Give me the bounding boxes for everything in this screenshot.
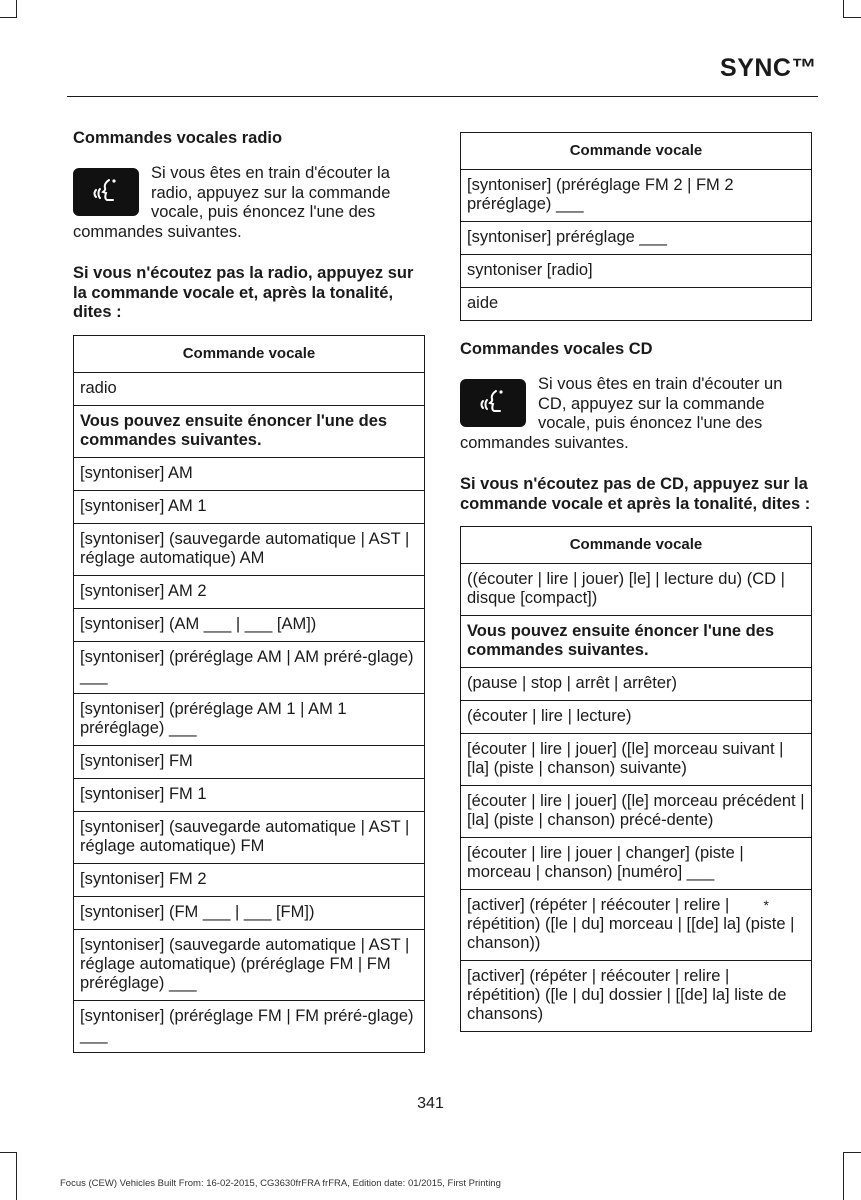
table-row (461, 961, 812, 1032)
table-row (74, 405, 425, 457)
page-header-title: SYNC™ (720, 54, 817, 82)
table-cell: radio (74, 372, 425, 405)
table-cell-note: Vous pouvez ensuite énoncer l'une des commandes suivantes. (461, 616, 812, 668)
footer-text: Focus (CEW) Vehicles Built From: 16-02-2015, CG3630frFRA frFRA, Edition date: 01/2015, First Printing (60, 1178, 501, 1189)
table-row (461, 734, 812, 786)
cd-intro-text: Si vous êtes en train d'écouter un CD, appuyez sur la commande vocale, puis énoncez l'une des commandes suivantes. (460, 375, 783, 452)
table-row (74, 896, 425, 929)
crop-mark-top-right-vertical (843, 0, 844, 18)
table-cell: syntoniser [radio] (461, 255, 812, 288)
crop-mark-top-left-horizontal (0, 17, 17, 18)
table-cell: [syntoniser] (préréglage FM 2 | FM 2 préréglage) ___ (461, 170, 812, 222)
table-row (74, 745, 425, 778)
table-cell: [syntoniser] FM 1 (74, 778, 425, 811)
crop-mark-bottom-right-horizontal (843, 1152, 861, 1153)
table-cell: [écouter | lire | jouer] ([le] morceau suivant | [la] (piste | chanson) suivante) (461, 734, 812, 786)
crop-mark-bottom-left-vertical (16, 1152, 17, 1200)
table-cell-text: [activer] (répéter | réécouter | relire | répétition) ([le | du] morceau | [[de] la] (piste | chanson)) (467, 896, 795, 952)
table-cell: [syntoniser] (FM ___ | ___ [FM]) (74, 896, 425, 929)
table-row (74, 863, 425, 896)
table-cell (461, 890, 812, 961)
table-row (74, 1000, 425, 1052)
cd-instruction: Si vous n'écoutez pas de CD, appuyez sur la commande vocale et après la tonalité, dites : (460, 475, 811, 513)
cd-section-title: Commandes vocales CD (460, 340, 653, 358)
table-cell: [syntoniser] FM (74, 745, 425, 778)
table-cell: (pause | stop | arrêt | arrêter) (461, 668, 812, 701)
table-cell: (écouter | lire | lecture) (461, 701, 812, 734)
voice-command-icon (73, 168, 139, 216)
radio-instruction: Si vous n'écoutez pas la radio, appuyez sur la commande vocale et, après la tonalité, dites : (73, 264, 414, 321)
table-cell: [syntoniser] AM 1 (74, 490, 425, 523)
table-header: Commande vocale (461, 133, 812, 170)
table-row (74, 811, 425, 863)
page-number: 341 (417, 1095, 444, 1112)
table-row (74, 778, 425, 811)
table-header: Commande vocale (461, 527, 812, 564)
table-row (74, 608, 425, 641)
table-row (461, 288, 812, 321)
table-row (74, 929, 425, 1000)
table-row (461, 616, 812, 668)
table-cell: [syntoniser] préréglage ___ (461, 222, 812, 255)
table-row (461, 890, 812, 961)
table-row (74, 641, 425, 693)
radio-intro-text: Si vous êtes en train d'écouter la radio, appuyez sur la commande vocale, puis énoncez l'une des commandes suivantes. (73, 164, 391, 241)
table-cell: [activer] (répéter | réécouter | relire | répétition) ([le | du] dossier | [[de] la] liste de chansons) (461, 961, 812, 1032)
table-cell: [syntoniser] (sauvegarde automatique | AST | réglage automatique) FM (74, 811, 425, 863)
table-cell: [syntoniser] (préréglage AM 1 | AM 1 préréglage) ___ (74, 693, 425, 745)
table-cell: [syntoniser] (sauvegarde automatique | AST | réglage automatique) AM (74, 523, 425, 575)
table-cell: [écouter | lire | jouer] ([le] morceau précédent | [la] (piste | chanson) précé-dente) (461, 786, 812, 838)
table-row (74, 372, 425, 405)
table-cell: [syntoniser] (préréglage FM | FM préré-glage) ___ (74, 1000, 425, 1052)
footnote-marker: * (763, 897, 769, 913)
table-row (461, 564, 812, 616)
voice-command-icon (460, 379, 526, 427)
table-row (74, 490, 425, 523)
right-column (460, 132, 812, 1032)
crop-mark-bottom-left-horizontal (0, 1152, 17, 1153)
header-divider (67, 96, 818, 97)
table-row (74, 457, 425, 490)
radio-intro (73, 164, 425, 242)
table-row (74, 693, 425, 745)
table-row (461, 255, 812, 288)
table-cell: aide (461, 288, 812, 321)
table-row (461, 668, 812, 701)
table-cell-note: Vous pouvez ensuite énoncer l'une des commandes suivantes. (74, 405, 425, 457)
table-cell: ((écouter | lire | jouer) [le] | lecture du) (CD | disque [compact]) (461, 564, 812, 616)
table-row (461, 701, 812, 734)
radio-commands-table-continued (460, 132, 812, 321)
crop-mark-top-left-vertical (16, 0, 17, 18)
crop-mark-top-right-horizontal (843, 17, 861, 18)
table-cell: [syntoniser] (AM ___ | ___ [AM]) (74, 608, 425, 641)
table-row (461, 838, 812, 890)
table-cell: [syntoniser] (préréglage AM | AM préré-glage) ___ (74, 641, 425, 693)
table-cell: [syntoniser] AM (74, 457, 425, 490)
table-header: Commande vocale (74, 335, 425, 372)
radio-section-title: Commandes vocales radio (73, 129, 283, 147)
cd-intro (460, 375, 812, 453)
table-row (74, 523, 425, 575)
left-column (73, 128, 425, 1053)
table-row (74, 575, 425, 608)
table-row (461, 222, 812, 255)
cd-commands-table (460, 526, 812, 1032)
table-row (461, 786, 812, 838)
table-cell: [syntoniser] FM 2 (74, 863, 425, 896)
table-cell: [écouter | lire | jouer | changer] (piste | morceau | chanson) [numéro] ___ (461, 838, 812, 890)
radio-commands-table (73, 335, 425, 1053)
table-cell: [syntoniser] AM 2 (74, 575, 425, 608)
table-row (461, 170, 812, 222)
table-cell: [syntoniser] (sauvegarde automatique | AST | réglage automatique) (préréglage FM | FM préréglage) ___ (74, 929, 425, 1000)
crop-mark-bottom-right-vertical (843, 1152, 844, 1200)
